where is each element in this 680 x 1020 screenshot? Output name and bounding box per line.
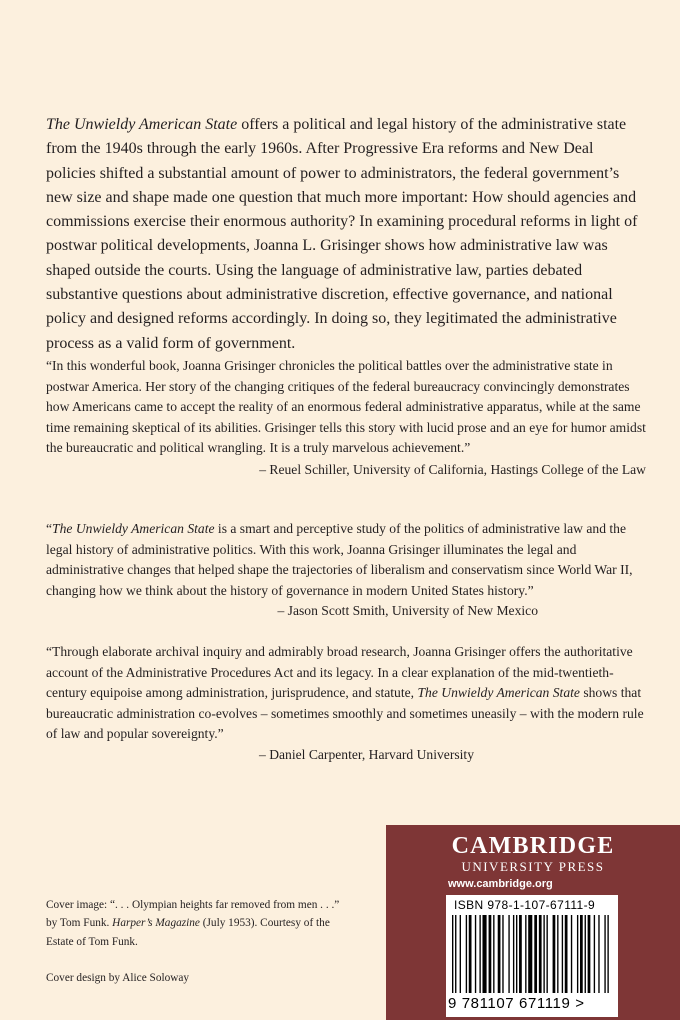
isbn-label: ISBN 978-1-107-67111-9 [454,898,596,912]
credit-text: Cover image: “. . . Olympian heights far removed from men . . .” by Tom Funk. [46,899,340,930]
publisher-panel [386,825,680,1020]
review-quote [46,519,646,601]
review-book-title: The Unwieldy American State [52,521,215,536]
publisher-logo-name: CAMBRIDGE [451,833,615,859]
review-quote [46,642,646,745]
blurb-paragraph [46,113,646,356]
review-book-title: The Unwieldy American State [417,685,580,701]
quote-open-mark: “ [46,521,53,536]
ean-digits: 9 781107 671119 > [448,995,585,1012]
review-schiller [46,356,646,481]
barcode-box [446,895,618,1017]
credit-text-end: (July 1953). Courtesy of the Estate of Tom Funk. [46,917,330,948]
blurb-book-title: The Unwieldy American State [46,116,238,133]
review-carpenter [46,642,646,766]
publisher-logo-subtitle: UNIVERSITY PRESS [461,859,605,874]
cover-image-credit [46,896,346,951]
review-quote-text: is a smart and perceptive study of the politics of administrative law and the legal history of administrative politics. With this work, Joanna Grisinger illuminates the legal and administrative changes that helped shape the trajectories of liberalism and conservatism since World War II, changing how we think about the history of governance in modern United States history.” [46,521,633,598]
review-quote: “In this wonderful book, Joanna Grisinger chronicles the political battles over the administrative state in postwar America. Her story of the changing critiques of the federal bureaucracy convincingly demonstrates how Americans came to accept the reality of an enormous federal administrative apparatus, while at the same time remaining skeptical of its abilities. Grisinger tells this story with lucid prose and an eye for humor amidst the bureaucratic and political wrangling. It is a truly marvelous achievement.” [46,358,646,456]
review-attribution: – Jason Scott Smith, University of New Mexico [277,603,538,619]
review-quote-text: “Through elaborate archival inquiry and admirably broad research, Joanna Grisinger offers the authoritative account of the Administrative Procedures Act and its legacy. In a clear explanation of the mid-twentieth-century equipoise among administration, jurisprudence, and statute, [46,644,633,701]
blurb-text: offers a political and legal history of the administrative state from the 1940s through the early 1960s. After Progressive Era reforms and New Deal policies shifted a substantial amount of power to administrators, the federal government’s new size and shape made one question that much more important: How should agencies and commissions exercise their enormous authority? In examining procedural reforms in light of postwar political developments, Joanna L. Grisinger shows how administrative law was shaped outside the courts. Using the language of administrative law, parties debated substantive questions about administrative discretion, effective governance, and national policy and designed reforms accordingly. In doing so, they legitimated the administrative process as a valid form of government. [46,116,638,352]
publisher-url: www.cambridge.org [448,878,553,890]
review-attribution: – Reuel Schiller, University of California, Hastings College of the Law [259,461,646,477]
barcode-bars [450,915,614,995]
review-attribution: – Daniel Carpenter, Harvard University [259,746,474,762]
review-smith [46,519,646,622]
cover-credits [46,896,346,988]
magazine-title: Harper’s Magazine [112,917,200,930]
cover-design-credit: Cover design by Alice Soloway [46,972,190,985]
review-quote-end: shows that bureaucratic administration co-evolves – sometimes smoothly and sometimes uneasily – with the modern rule of law and popular sovereignty.” [46,685,644,742]
